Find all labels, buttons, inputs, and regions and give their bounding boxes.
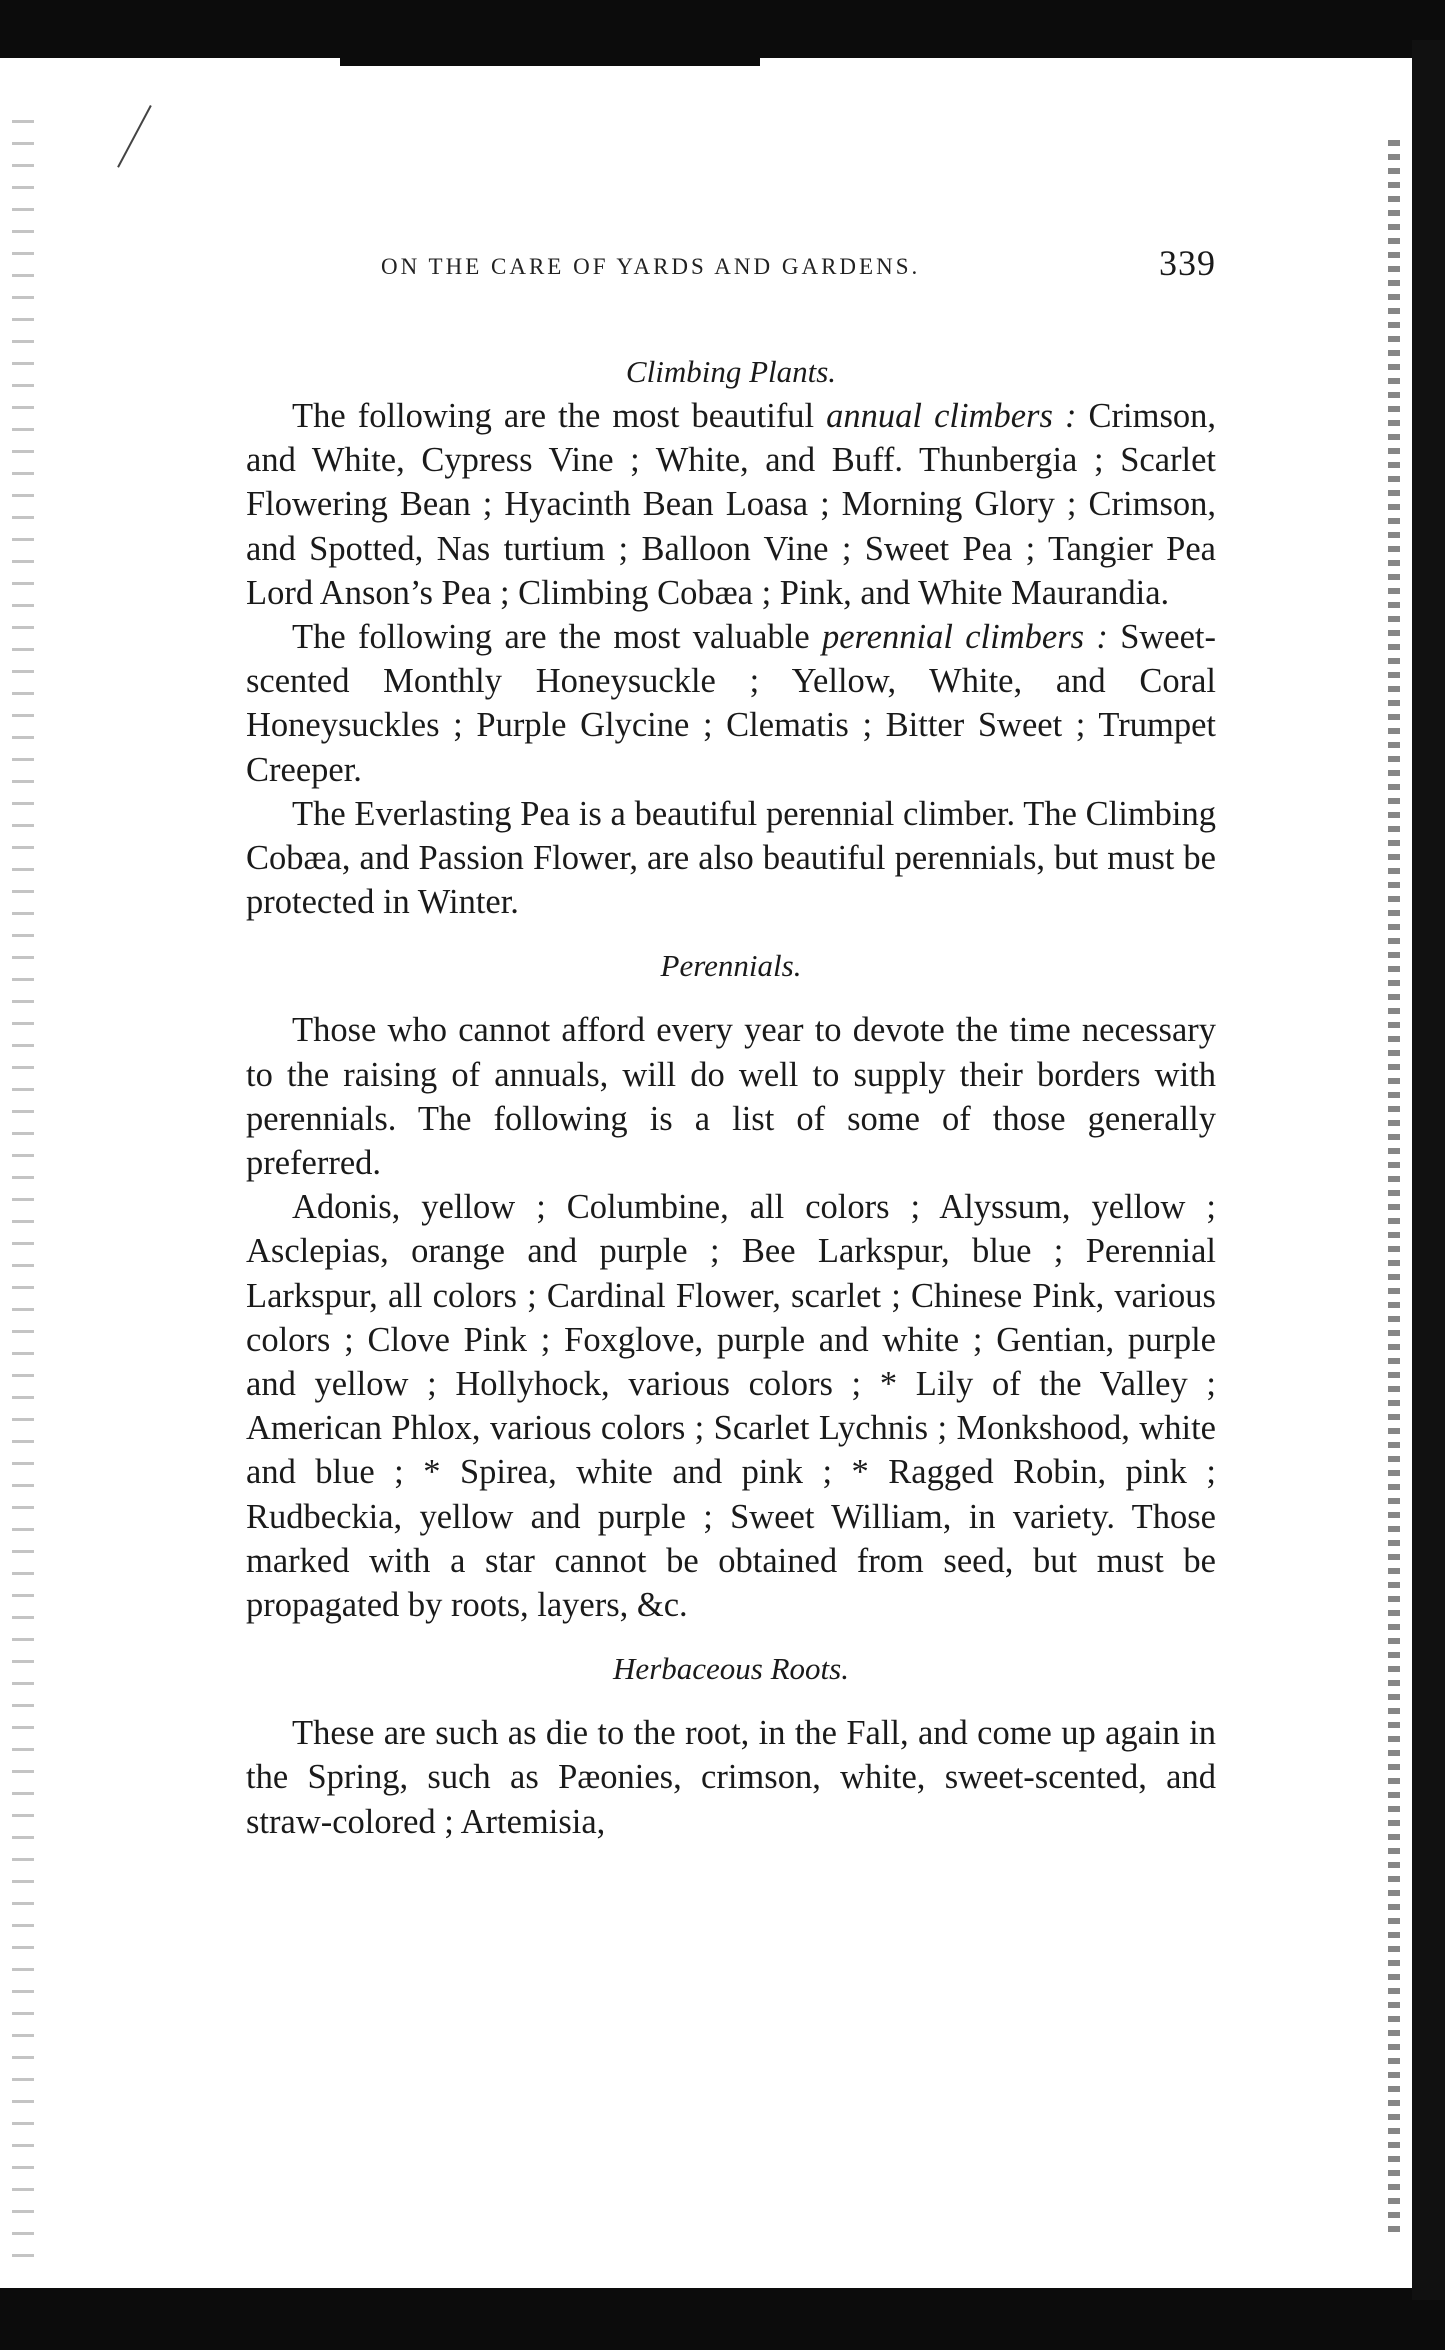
paragraph: These are such as die to the root, in the Fall, and come up again in the Spring, such as Pæonies, crimson, white, sweet-scented, and straw-colored ; Artemisia, <box>246 1714 1216 1841</box>
section-heading-perennials: Perennials. <box>660 948 802 984</box>
paragraph: Adonis, yellow ; Columbine, all colors ; Alyssum, yellow ; Asclepias, orange and purple ; Bee Larkspur, blue ; Perennial Larkspur, all colors ; Cardinal Flower, scarlet ; Chinese Pink, various colors ; Clove Pink ; Foxglove, purple and white ; Gentian, purple and yellow ; Hollyhock, various colors ; * Lily of the Valley ; American Phlox, various colors ; Scarlet Lychnis ; Monkshood, white and blue ; * Spirea, white and pink ; * Ragged Robin, pink ; Rudbeckia, yellow and purple ; Sweet William, in variety. Those marked with a star cannot be obtained from seed, but must be propagated by roots, layers, &c. <box>246 1188 1216 1625</box>
italic-term: annual climbers : <box>826 397 1077 435</box>
italic-term: perennial climbers : <box>821 618 1108 657</box>
page-number: 339 <box>1159 243 1216 283</box>
text-run: Crimson, and White, Cypress Vine ; White, and Buff. Thunbergia ; Scarlet Flowering Bean ; Hyacinth Bean Loasa ; Morning Glory ; Crimson, and Spotted, Nas turtium ; Balloon Vine ; Sweet Pea ; Tangier Pea Lord Anson’s Pea ; Climbing Cobæa ; Pink, and White Maurandia. <box>246 397 1216 612</box>
section-heading-herbaceous: Herbaceous Roots. <box>613 1651 849 1687</box>
spacer <box>246 1627 1216 1647</box>
paragraph <box>246 615 1216 792</box>
scan-border-bottom <box>0 2288 1445 2350</box>
scan-edge-right <box>1412 40 1445 2300</box>
running-title: ON THE CARE OF YARDS AND GARDENS. <box>381 254 921 279</box>
scan-edge-left <box>12 120 34 2260</box>
spacer <box>246 1691 1216 1711</box>
pencil-mark <box>117 105 152 168</box>
text-run: Sweet-scented Monthly Honeysuckle ; Yellow, White, and Coral Honeysuckles ; Purple Glycine ; Clematis ; Bitter Sweet ; Trumpet Creeper. <box>246 618 1217 789</box>
page-header <box>246 232 1216 282</box>
paragraph <box>246 394 1216 615</box>
page-body <box>246 350 1216 1844</box>
text-run: The following are the most valuable <box>292 618 822 657</box>
paragraph: The Everlasting Pea is a beautiful perennial climber. The Climbing Cobæa, and Passion Flower, are also beautiful perennials, but must be protected in Winter. <box>246 794 1216 922</box>
scan-border-top <box>0 0 1445 58</box>
spacer <box>246 924 1216 944</box>
spacer <box>246 988 1216 1008</box>
text-run: The following are the most beautiful <box>292 397 827 435</box>
scan-border-top-notch <box>340 52 760 66</box>
scan-edge-right-shadow <box>1388 140 1400 2240</box>
section-heading-climbing: Climbing Plants. <box>625 354 837 389</box>
paragraph: Those who cannot afford every year to devote the time necessary to the raising of annuals, will do well to supply their borders with perennials. The following is a list of some of those generally preferred. <box>246 1011 1216 1183</box>
